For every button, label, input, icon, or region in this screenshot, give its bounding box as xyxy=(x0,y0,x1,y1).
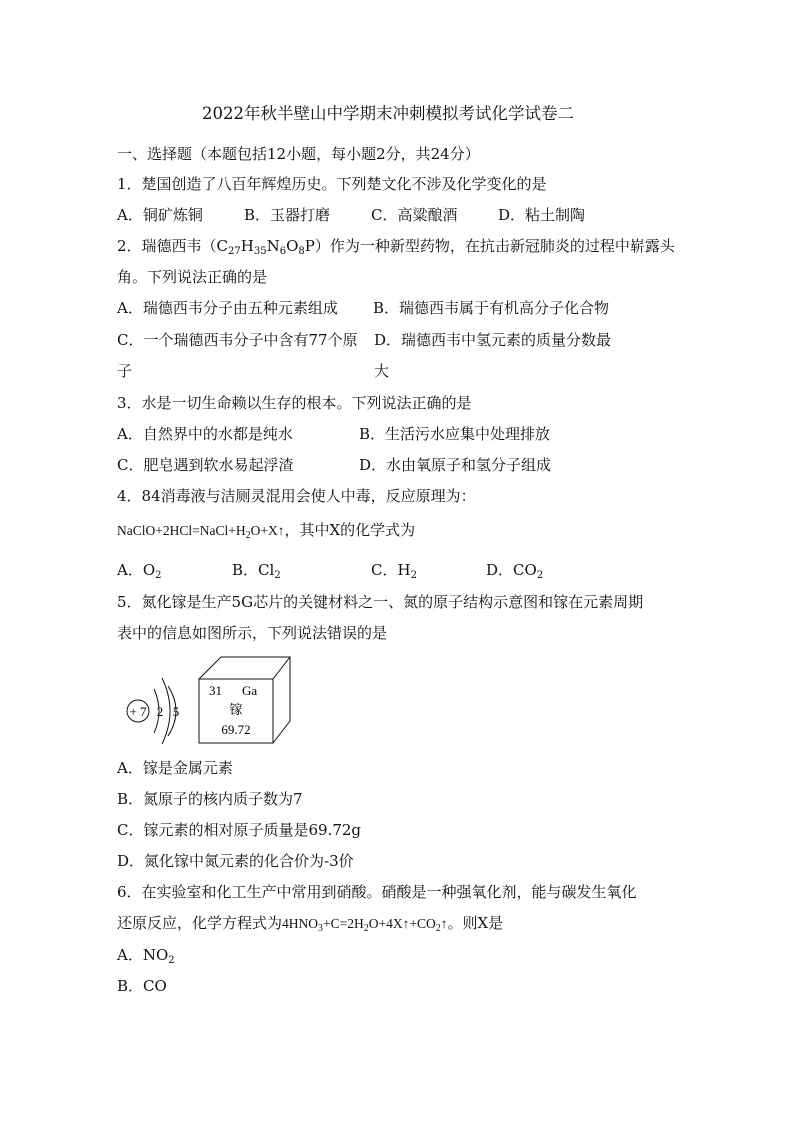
q4-option-d: D．$CO_2$ xyxy=(486,561,544,581)
reaction-equation: $NaClO+2HCl=NaCl+H_2O+X↑$ xyxy=(117,523,285,541)
question-5-stem: 5．氮化镓是生产5G芯片的关键材料之一、氮的原子结构示意图和镓在元素周期 xyxy=(117,593,644,611)
q3-option-a: A．自然界中的水都是纯水 xyxy=(117,425,293,443)
figure-atom-and-element xyxy=(118,652,308,744)
question-2-stem: 2．瑞德西韦$(C_{27}H_{35}N_6O_8P)$作为一种新型药物，在抗击新冠肺炎的过程中崭露头 xyxy=(117,237,675,257)
atomic-number: 31 xyxy=(209,683,222,698)
q4-option-a: A．$O_2$ xyxy=(117,561,162,581)
question-1-stem: 1．楚国创造了八百年辉煌历史。下列楚文化不涉及化学变化的是 xyxy=(117,175,547,193)
nucleus-charge: + 7 xyxy=(129,704,147,719)
q3-option-d: D．水由氧原子和氢分子组成 xyxy=(359,456,552,474)
element-symbol: Ga xyxy=(242,683,258,698)
q4-option-c: C．$H_2$ xyxy=(371,561,417,581)
q3-option-b: B．生活污水应集中处理排放 xyxy=(359,425,551,443)
q2-option-d-cont: 大 xyxy=(374,362,390,380)
question-3-stem: 3．水是一切生命赖以生存的根本。下列说法正确的是 xyxy=(117,394,472,412)
question-4-stem: 4．84消毒液与洁厕灵混用会使人中毒，反应原理为： xyxy=(117,487,476,505)
q6-option-a: A．$NO_2$ xyxy=(117,946,175,966)
q5-option-c: C．镓元素的相对原子质量是69.72g xyxy=(117,821,362,839)
q2-option-c-cont: 子 xyxy=(117,362,133,380)
q4-option-b: B．$Cl_2$ xyxy=(232,561,281,581)
atomic-mass: 69.72 xyxy=(221,722,251,737)
nitrogen-atom-diagram xyxy=(127,678,179,744)
question-4-equation-line: $NaClO+2HCl=NaCl+H_2O+X↑$，其中X的化学式为 xyxy=(117,521,416,541)
section-heading: 一、选择题（本题包括12小题，每小题2分，共24分） xyxy=(117,145,480,163)
q2-option-a: A．瑞德西韦分子由五种元素组成 xyxy=(117,299,338,317)
q1-option-d: D．粘土制陶 xyxy=(498,206,586,224)
shell-1-electrons: 2 xyxy=(156,704,164,719)
q2-option-c: C．一个瑞德西韦分子中含有77个原 xyxy=(117,331,358,349)
q5-option-b: B．氮原子的核内质子数为7 xyxy=(117,790,303,808)
shell-2-electrons: 5 xyxy=(172,704,180,719)
q3-option-c: C．肥皂遇到软水易起浮渣 xyxy=(117,456,294,474)
q2-option-d: D．瑞德西韦中氢元素的质量分数最 xyxy=(374,331,612,349)
q2-option-b: B．瑞德西韦属于有机高分子化合物 xyxy=(373,299,610,317)
question-6-stem-line2: 还原反应，化学方程式为$4HNO_3+C=2H_2O+4X↑+CO_2↑$。则X是 xyxy=(117,914,504,934)
page-title: 2022年秋半壁山中学期末冲刺模拟考试化学试卷二 xyxy=(202,104,574,123)
q1-option-b: B．玉器打磨 xyxy=(244,206,331,224)
q5-option-a: A．镓是金属元素 xyxy=(117,759,233,777)
question-6-stem: 6．在实验室和化工生产中常用到硝酸。硝酸是一种强氧化剂，能与碳发生氧化 xyxy=(117,883,637,901)
gallium-element-cell xyxy=(199,657,290,743)
q6-option-b: B．CO xyxy=(117,977,167,995)
q1-option-a: A．铜矿炼铜 xyxy=(117,206,203,224)
question-5-stem-line2: 表中的信息如图所示，下列说法错误的是 xyxy=(117,624,388,642)
reaction-equation: $4HNO_3+C=2H_2O+4X↑+CO_2↑$ xyxy=(282,916,448,934)
question-2-stem-line2: 角。下列说法正确的是 xyxy=(117,268,268,286)
element-name: 镓 xyxy=(229,702,243,717)
q1-option-c: C．高粱酿酒 xyxy=(371,206,458,224)
q5-option-d: D．氮化镓中氮元素的化合价为-3价 xyxy=(117,852,354,870)
